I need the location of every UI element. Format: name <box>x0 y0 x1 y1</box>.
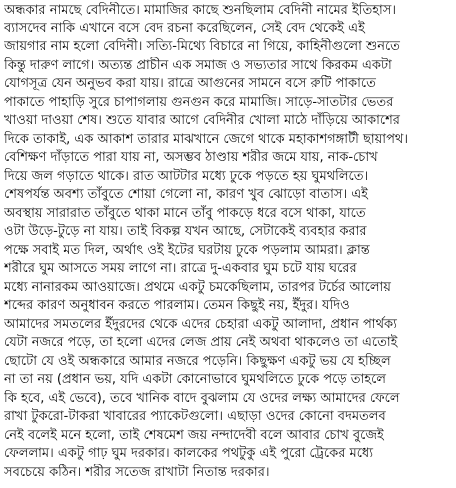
text-line: বেশিক্ষণ দাঁড়াতে পারা যায় না, অসম্ভব ঠাণ্ডায় শরীর জমে যায়, নাক-চোখ <box>4 150 378 165</box>
text-line: না তা নয় (প্রধান ভয়, যদি একটা কোনোভাবে ঘুমথলিতে ঢুকে পড়ে তাহলে <box>4 372 386 387</box>
text-line: অবস্থায় সারারাত তাঁবুতে থাকা মানে তাঁবু পাকড়ে ধরে বসে থাকা, যাতে <box>4 206 366 221</box>
text-line: মধ্যে নানারকম আওয়াজে। প্রথমে একটু চমকেছিলাম, তারপর টর্চের আলোয় <box>4 280 391 295</box>
text-line: অন্ধকার নামছে বেদিনীতে। মামাজির কাছে শুনছিলাম বেদিনী নামের ইতিহাস। <box>4 3 397 18</box>
text-line: সবচেয়ে কঠিন। শরীর সতেজ রাখাটা নিতান্ত দরকার। <box>4 465 270 480</box>
text-line: শব্দের কারণ অনুধাবন করতে পারলাম। তেমন কিছুই নয়, ইঁদুর। যদিও <box>4 298 350 313</box>
text-line: জায়গার নাম হলো বেদিনী। সত্যি-মিথ্যে বিচারে না গিয়ে, কাহিনীগুলো শুনতে <box>4 39 400 54</box>
text-line: শরীরে ঘুম আসতে সময় লাগে না। রাত্রে দু-একবার ঘুম চটে যায় ঘরের <box>4 261 357 276</box>
text-line: শেষপর্যন্ত অবশ্য তাঁবুতে শোয়া গেলো না, কারণ খুব ঝোড়ো বাতাস। এই <box>4 187 368 202</box>
text-line: নেই বলেই মনে হলো, তাই শেষমেশ জয় নন্দাদেবী বলে আবার চোখ বুজেই <box>4 428 384 443</box>
text-line: আমাদের সমতলের ইঁদুরদের থেকে এদের চেহারা একটু আলাদা, প্রধান পার্থক্য <box>4 317 397 332</box>
text-line: ব্যাসদেব নাকি এখানে বসে বেদ রচনা করেছিলেন, সেই বেদ থেকেই এই <box>4 21 365 36</box>
text-line: রাখা টুকরো-টাকরা খাবারের প্যাকেটগুলো। এছাড়া ওদের কোনো বদমতলব <box>4 409 386 424</box>
text-line: ছোটো যে ওই অন্ধকারে আমার নজরে পড়েনি। কিছুক্ষণ একটু ভয় যে হচ্ছিল <box>4 354 391 369</box>
text-line: কি হবে, এই ভেবে), তবে খানিক বাদে বুঝলাম যে ওদের লক্ষ্য আমাদের ফেলে <box>4 391 400 406</box>
text-line: পাকাতে পাহাড়ি সুরে চাপাগলায় গুনগুন করে মামাজি। সাড়ে-সাতটার ভেতর <box>4 95 394 110</box>
text-line: যেটা নজরে পড়ে, তা হলো এদের লেজ প্রায় নেই অথবা থাকলেও তা এতোই <box>4 335 398 350</box>
text-line: ওটা উড়ে-টুড়ে না যায়। তাই বিকল্প যখন আছে, সেটাকেই ব্যবহার করার <box>4 224 367 239</box>
text-line: দিয়ে জল গড়াতে থাকে। রাত আটটার মধ্যে ঢুকে পড়তে হয় ঘুমথলিতে। <box>4 169 369 184</box>
text-line: কিন্তু দারুণ লাগে। অত্যন্ত প্রাচীন এক সমাজ ও সভ্যতার সাথে কিরকম একটা <box>4 58 392 73</box>
text-line: খাওয়া দাওয়া শেষ। শুতে যাবার আগে বেদিনীর খোলা মাঠে দাঁড়িয়ে আকাশের <box>4 113 400 128</box>
text-line: দিকে তাকাই, এক আকাশ তারার মাঝখানে জেগে থাকে মহাকাশগঙ্গাটী ছায়াপথ। <box>4 132 408 147</box>
text-line: পক্ষে সবাই মত দিল, অর্থাৎ ওই ইটের ঘরটায় ঢুকে পড়লাম আমরা। ক্লান্ত <box>4 243 370 258</box>
text-line: ফেললাম। একটু গাঢ় ঘুম দরকার। কালকের পথটুকু এই পুরো ট্রেকের মধ্যে <box>4 446 373 461</box>
text-line: যোগসূত্র যেন অনুভব করা যায়। রাত্রে আগুনের সামনে বসে রুটি পাকাতে <box>4 76 376 91</box>
